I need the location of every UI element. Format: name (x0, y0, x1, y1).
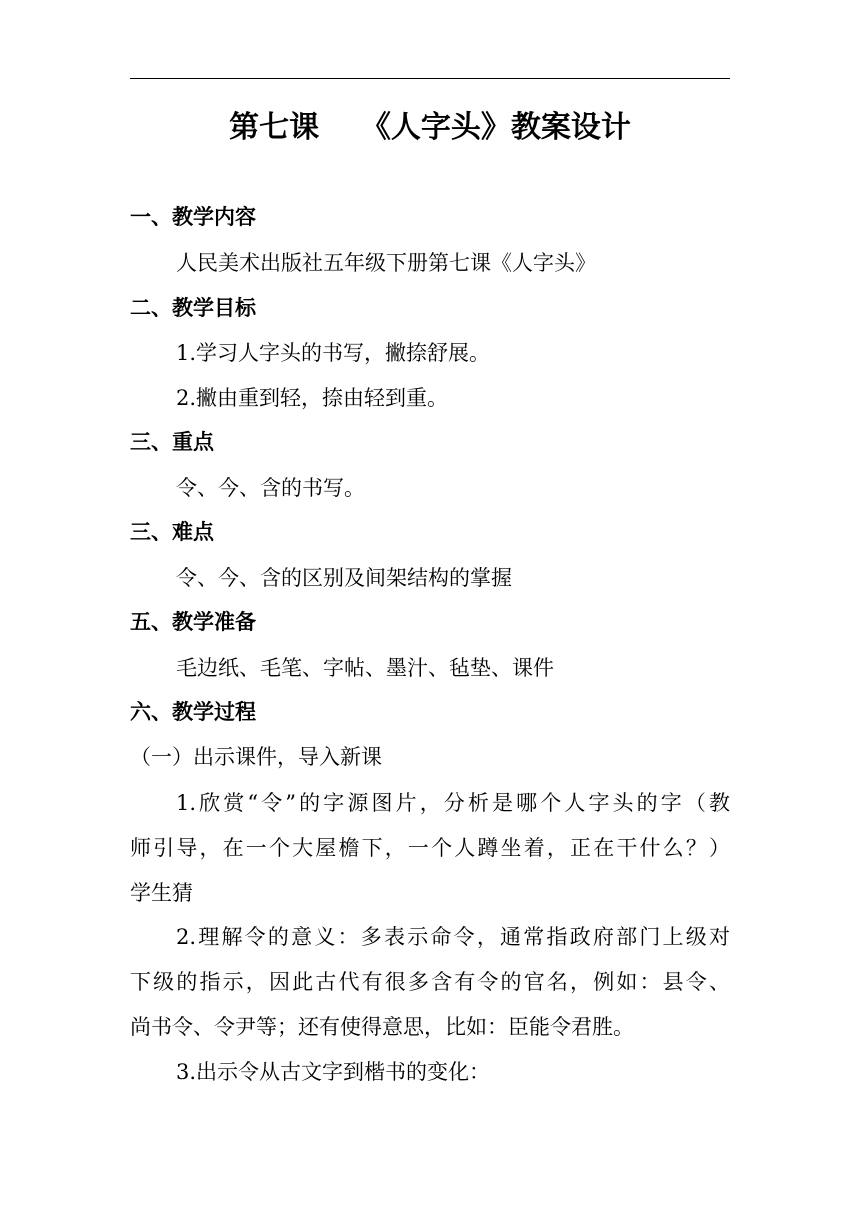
paragraph-1-line-1: 1.欣赏“令”的字源图片，分析是哪个人字头的字（教 (176, 791, 730, 815)
heading-teaching-content: 一、教学内容 (130, 205, 256, 229)
teaching-content-text: 人民美术出版社五年级下册第七课《人字头》 (176, 251, 596, 275)
document-title: 第七课 《人字头》教案设计 (229, 110, 631, 145)
heading-key-points: 三、重点 (130, 430, 214, 454)
header-rule (130, 78, 730, 79)
difficulties-text: 令、今、含的区别及间架结构的掌握 (176, 566, 512, 590)
heading-preparation: 五、教学准备 (130, 610, 256, 634)
heading-teaching-goals: 二、教学目标 (130, 296, 256, 320)
paragraph-1-line-2: 师引导，在一个大屋檐下，一个人蹲坐着，正在干什么？） (130, 836, 730, 860)
paragraph-2-line-1: 2.理解令的意义：多表示命令，通常指政府部门上级对 (176, 925, 730, 949)
paragraph-1-line-3: 学生猜 (130, 881, 193, 905)
paragraph-2-line-2: 下级的指示，因此古代有很多含有令的官名，例如：县令、 (130, 970, 730, 994)
paragraph-3-line-1: 3.出示令从古文字到楷书的变化： (176, 1060, 491, 1084)
heading-process: 六、教学过程 (130, 700, 256, 724)
key-points-text: 令、今、含的书写。 (176, 476, 365, 500)
preparation-text: 毛边纸、毛笔、字帖、墨汁、毡垫、课件 (176, 656, 554, 680)
process-step-1-heading: （一）出示课件，导入新课 (130, 745, 382, 769)
heading-difficulties: 三、难点 (130, 520, 214, 544)
paragraph-2-line-3: 尚书令、令尹等；还有使得意思，比如：臣能令君胜。 (130, 1015, 634, 1039)
goal-item-1: 1.学习人字头的书写，撇捺舒展。 (176, 341, 491, 365)
goal-item-2: 2.撇由重到轻，捺由轻到重。 (176, 386, 449, 410)
